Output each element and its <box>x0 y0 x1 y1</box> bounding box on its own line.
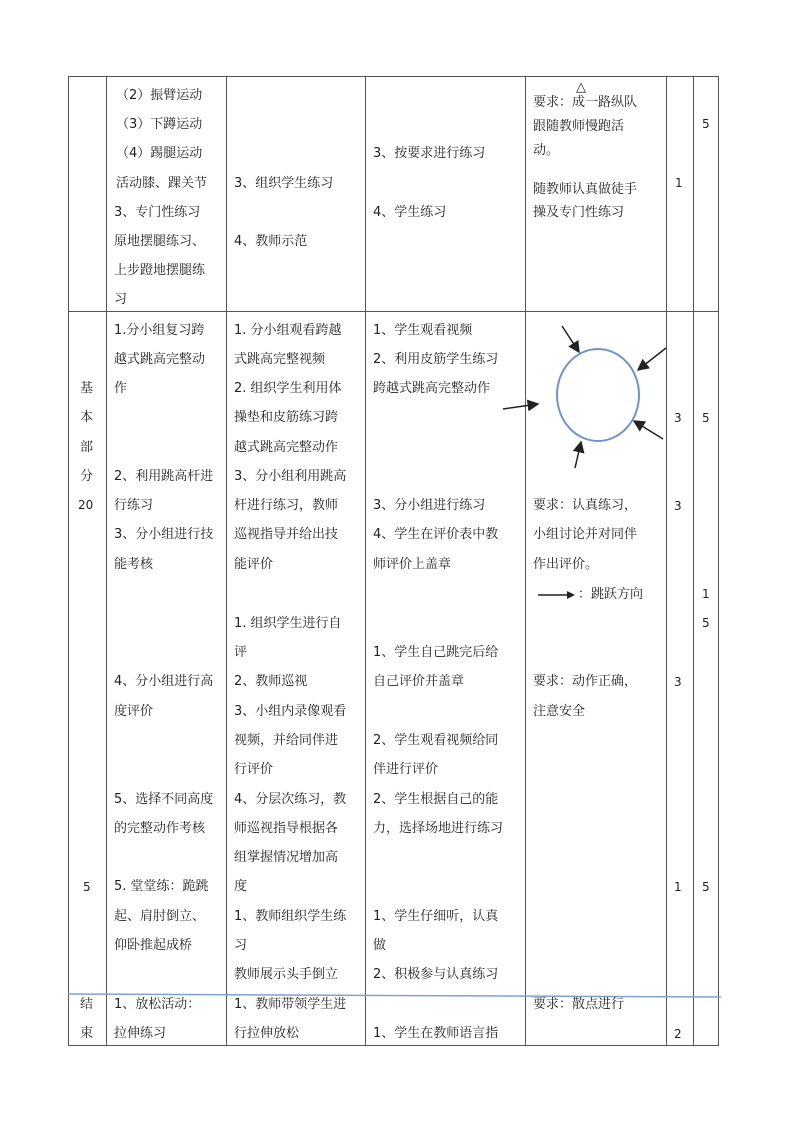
row2-count: 3 <box>674 675 682 689</box>
row2-col4-line: 师评价上盖章 <box>373 557 452 572</box>
row2-col3-line: 4、分层次练习，教 <box>234 792 347 807</box>
row3-col3-line: 1、教师带领学生进 <box>234 997 347 1012</box>
row2-col3-line: 操垫和皮筋练习跨 <box>234 410 339 425</box>
row2-col3-line: 教师展示头手倒立 <box>234 967 339 982</box>
row2-col2-line: 5、选择不同高度 <box>114 792 214 807</box>
row2-col3-line: 巡视指导并给出技 <box>234 527 339 542</box>
row2-col5-line: 要求：动作正确， <box>533 674 638 689</box>
row3-count: 2 <box>674 1027 682 1041</box>
row2-col4-line: 2、学生根据自己的能 <box>373 792 499 807</box>
row1-col3-line: 4、教师示范 <box>234 234 308 249</box>
row2-col2-line: 起、肩肘倒立、 <box>114 909 206 924</box>
row2-col3-line: 2. 组织学生利用体 <box>234 381 342 396</box>
row2-col3-line: 1、教师组织学生练 <box>234 909 347 924</box>
section-label-char: 部 <box>80 440 94 455</box>
high-jump-area-circle <box>557 349 639 441</box>
jump-direction-diagram <box>495 318 675 478</box>
row2-col5-line: 注意安全 <box>533 704 586 719</box>
row2-col3-line: 杆进行练习，教师 <box>234 498 339 513</box>
row3-col4-line: 1、学生在教师语言指 <box>373 1026 499 1041</box>
row1-col2-line: 活动膝、踝关节 <box>116 176 208 191</box>
row2-col3-line: 视频，并给同伴进 <box>234 733 339 748</box>
row2-col2-line: 的完整动作考核 <box>114 821 206 836</box>
row1-col4-line: 4、学生练习 <box>373 205 447 220</box>
row2-col5-line: 作出评价。 <box>533 557 599 572</box>
row2-col3-line: 越式跳高完整动作 <box>234 440 339 455</box>
row1-count: 1 <box>675 176 683 190</box>
row2-col4-line: 2、积极参与认真练习 <box>373 967 499 982</box>
row1-col2-line: 习 <box>114 292 128 307</box>
row2-col2-line: 作 <box>114 381 128 396</box>
row2-col5-line: 小组讨论并对同伴 <box>533 527 638 542</box>
row2-col2-line: 2、利用跳高杆进 <box>114 469 214 484</box>
row2-col2-line: 仰卧推起成桥 <box>114 938 193 953</box>
row2-col2-line: 越式跳高完整动 <box>114 352 206 367</box>
row1-col5-line: 操及专门性练习 <box>533 205 625 220</box>
row2-col4-line: 自己评价并盖章 <box>373 674 465 689</box>
row2-col4-line: 力，选择场地进行练习 <box>373 821 504 836</box>
row2-col4-line: 1、学生仔细听，认真 <box>373 909 499 924</box>
section-extra-number: 5 <box>83 880 91 894</box>
triangle-symbol: △ <box>576 80 586 95</box>
row2-col2-line: 行练习 <box>114 498 154 513</box>
row1-col2-line: 上步蹬地摆腿练 <box>114 263 206 278</box>
row2-col4-line: 伴进行评价 <box>373 762 439 777</box>
row2-time: 5 <box>702 616 710 630</box>
row1-col4-line: 3、按要求进行练习 <box>373 146 486 161</box>
row1-col2-line: （3）下蹲运动 <box>116 117 203 132</box>
row1-col2-line: 3、专门性练习 <box>114 205 201 220</box>
section-label-char: 分 <box>80 469 94 484</box>
row2-col4-line: 1、学生自己跳完后给 <box>373 645 499 660</box>
row2-col3-line: 3、小组内录像观看 <box>234 704 347 719</box>
row1-col2-line: （4）踢腿运动 <box>116 146 203 161</box>
row3-col2-line: 拉伸练习 <box>114 1026 167 1041</box>
row2-col4-line: 2、利用皮筋学生练习 <box>373 352 499 367</box>
row2-col2-line: 1.分小组复习跨 <box>114 323 205 338</box>
row2-col3-line: 1. 分小组观看跨越 <box>234 323 342 338</box>
arrow-icon <box>575 442 581 468</box>
arrow-icon <box>503 404 538 409</box>
row3-col3-line: 行拉伸放松 <box>234 1026 300 1041</box>
row3-col2-line: 1、放松活动： <box>114 997 201 1012</box>
row2-col4-line: 4、学生在评价表中教 <box>373 527 499 542</box>
row2-time: 1 <box>702 587 710 601</box>
row1-col2-line: 原地摆腿练习、 <box>114 234 206 249</box>
row2-col3-line: 行评价 <box>234 762 274 777</box>
row1-col5-line: 动。 <box>533 143 560 158</box>
arrow-icon <box>638 348 666 370</box>
row2-count: 3 <box>674 411 682 425</box>
row2-col4-line: 2、学生观看视频给同 <box>373 733 499 748</box>
arrow-icon <box>634 421 663 439</box>
row2-time: 5 <box>702 411 710 425</box>
row2-col4-line: 1、学生观看视频 <box>373 323 473 338</box>
section-label-char: 束 <box>80 1026 94 1041</box>
row1-col5-line: 跟随教师慢跑活 <box>533 119 625 134</box>
row2-count: 3 <box>674 499 682 513</box>
row1-col3-line: 3、组织学生练习 <box>234 176 334 191</box>
row2-col2-line: 5. 堂堂练：跪跳 <box>114 879 209 894</box>
row2-col3-line: 习 <box>234 938 248 953</box>
row2-col2-line: 度评价 <box>114 704 154 719</box>
section-label-char: 结 <box>80 997 94 1012</box>
row1-time: 5 <box>702 117 710 131</box>
arrow-icon <box>562 326 579 352</box>
section-label-char: 本 <box>80 410 94 425</box>
row2-col3-line: 评 <box>234 645 248 660</box>
row3-col5-line: 要求：散点进行 <box>533 997 625 1012</box>
row2-col4-line: 做 <box>373 938 387 953</box>
row2-col4-line: 3、分小组进行练习 <box>373 498 486 513</box>
row1-col5-line: 要求：成一路纵队 <box>533 95 638 110</box>
row2-col3-line: 师巡视指导根据各 <box>234 821 339 836</box>
legend-arrow-icon <box>537 589 577 601</box>
row2-col3-line: 组掌握情况增加高 <box>234 850 339 865</box>
row2-time: 5 <box>702 880 710 894</box>
row2-col2-line: 3、分小组进行技 <box>114 527 214 542</box>
row2-col3-line: 2、教师巡视 <box>234 674 308 689</box>
row2-col2-line: 能考核 <box>114 557 154 572</box>
section-label-char: 基 <box>80 381 94 396</box>
row2-col3-line: 能评价 <box>234 557 274 572</box>
row1-col5-line: 随教师认真做徒手 <box>533 182 638 197</box>
row1-col2-line: （2）振臂运动 <box>116 88 203 103</box>
row2-col4-line: 跨越式跳高完整动作 <box>373 381 491 396</box>
row2-col3-line: 度 <box>234 879 248 894</box>
section-label-duration: 20 <box>78 498 94 512</box>
row2-count: 1 <box>674 880 682 894</box>
row2-col2-line: 4、分小组进行高 <box>114 674 214 689</box>
row2-col3-line: 式跳高完整视频 <box>234 352 326 367</box>
legend-label: ：跳跃方向 <box>578 587 644 602</box>
row2-col3-line: 1. 组织学生进行自 <box>234 616 342 631</box>
row2-col5-line: 要求：认真练习， <box>533 498 638 513</box>
row2-col3-line: 3、分小组利用跳高 <box>234 469 347 484</box>
